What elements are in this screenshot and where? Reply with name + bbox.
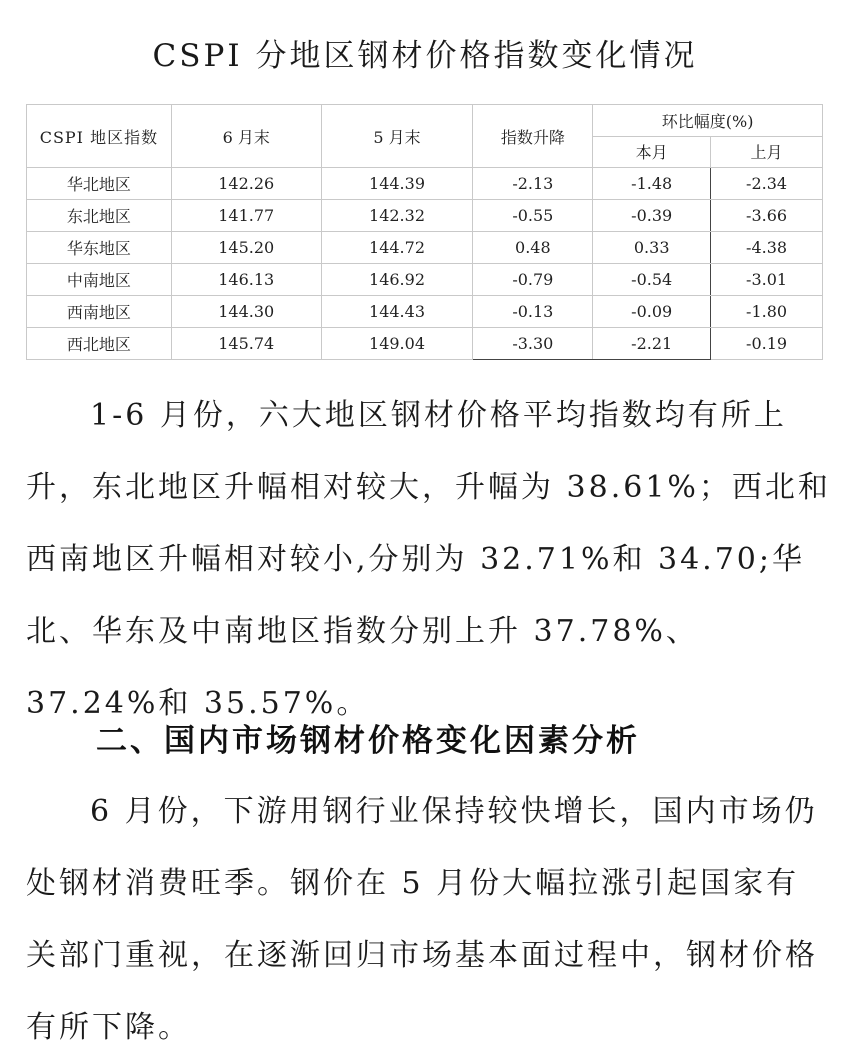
header-may-end: 5 月末 [321,105,473,168]
table-row [27,200,823,232]
cell-region: 华东地区 [27,232,172,264]
cell-index-change: -0.79 [473,264,593,296]
cell-this-month: -2.21 [593,328,711,360]
table-row [27,264,823,296]
header-region: CSPI 地区指数 [27,105,172,168]
cell-this-month: -0.54 [593,264,711,296]
cell-may-end: 144.43 [321,296,473,328]
cell-this-month: 0.33 [593,232,711,264]
cell-june-end: 145.74 [171,328,321,360]
cell-june-end: 144.30 [171,296,321,328]
paragraph-regional-summary: 1-6 月份，六大地区钢材价格平均指数均有所上升，东北地区升幅相对较大，升幅为 38.61%；西北和西南地区升幅相对较小,分别为 32.71%和 34.70;华北、华东及中南地区指数分别上升 37.78%、37.24%和 35.57%。 [26,398,831,721]
cell-may-end: 146.92 [321,264,473,296]
header-june-end: 6 月末 [171,105,321,168]
cell-june-end: 145.20 [171,232,321,264]
cell-region: 中南地区 [27,264,172,296]
table-row [27,328,823,360]
cell-index-change: -3.30 [473,328,593,360]
cell-index-change: 0.48 [473,232,593,264]
regional-index-table [26,104,823,360]
cell-this-month: -1.48 [593,168,711,200]
section-heading: 二、国内市场钢材价格变化因素分析 [96,723,640,759]
cell-this-month: -0.09 [593,296,711,328]
page-title: CSPI 分地区钢材价格指数变化情况 [152,38,698,74]
cell-may-end: 149.04 [321,328,473,360]
cell-region: 东北地区 [27,200,172,232]
cell-june-end: 141.77 [171,200,321,232]
cell-this-month: -0.39 [593,200,711,232]
cell-region: 西北地区 [27,328,172,360]
cell-index-change: -2.13 [473,168,593,200]
cell-june-end: 146.13 [171,264,321,296]
paragraph-factor-analysis: 6 月份，下游用钢行业保持较快增长，国内市场仍处钢材消费旺季。钢价在 5 月份大幅拉涨引起国家有关部门重视，在逐渐回归市场基本面过程中，钢材价格有所下降。 [26,794,818,1045]
cell-may-end: 142.32 [321,200,473,232]
cell-region: 华北地区 [27,168,172,200]
cell-last-month: -2.34 [711,168,823,200]
table-row [27,168,823,200]
cell-last-month: -4.38 [711,232,823,264]
table-row [27,232,823,264]
header-this-month: 本月 [593,136,711,168]
cell-june-end: 142.26 [171,168,321,200]
cell-index-change: -0.13 [473,296,593,328]
header-last-month: 上月 [711,136,823,168]
table-row [27,296,823,328]
cell-last-month: -3.01 [711,264,823,296]
cell-index-change: -0.55 [473,200,593,232]
cell-region: 西南地区 [27,296,172,328]
cell-may-end: 144.39 [321,168,473,200]
cell-last-month: -3.66 [711,200,823,232]
cell-last-month: -1.80 [711,296,823,328]
cell-may-end: 144.72 [321,232,473,264]
header-index-change: 指数升降 [473,105,593,168]
cell-last-month: -0.19 [711,328,823,360]
header-mom-range: 环比幅度(%) [593,105,823,137]
